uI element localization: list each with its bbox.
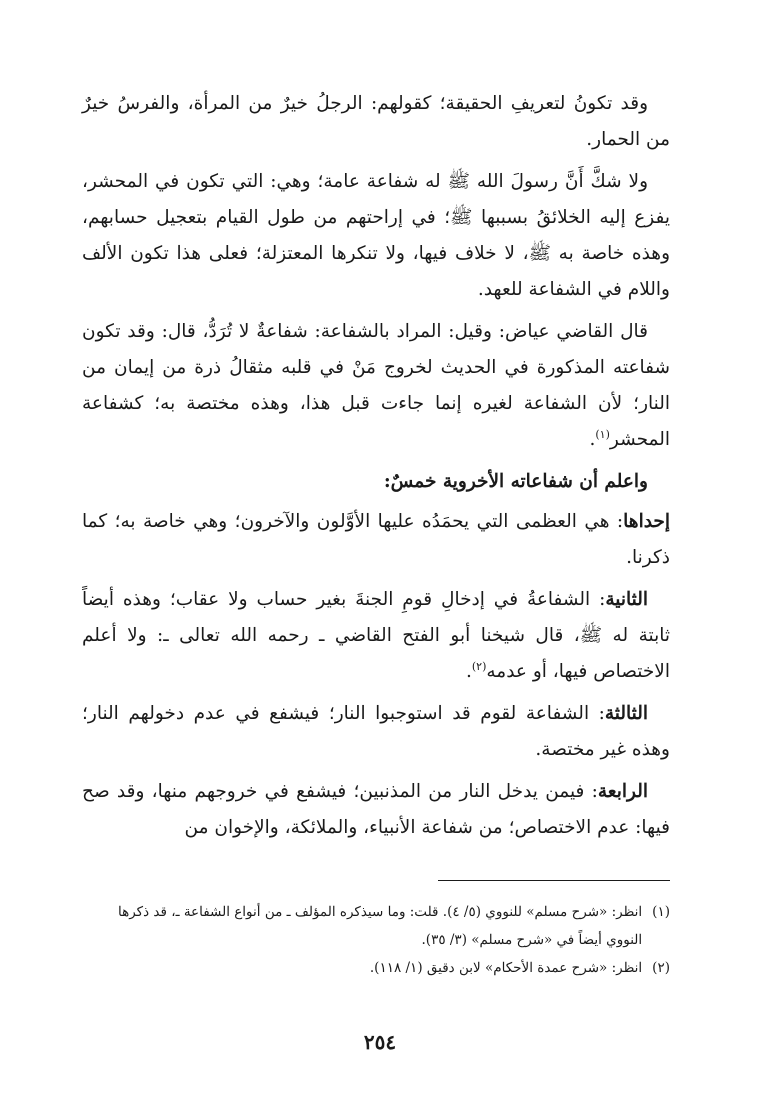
footnotes <box>82 898 670 982</box>
footnote-2 <box>82 954 670 982</box>
page-number: ٢٥٤ <box>363 1030 397 1054</box>
paragraph-6-lead: الثالثة <box>604 703 648 724</box>
footnote-ref-2: (٢) <box>471 659 487 673</box>
footnote-1 <box>82 898 670 954</box>
footnote-1-text: انظر: «شرح مسلم» للنووي (٥/ ٤). قلت: وما سيذكره المؤلف ـ من أنواع الشفاعة ـ، قد ذكرها النووي أيضاً في «شرح مسلم» (٣/ ٣٥). <box>117 904 643 948</box>
paragraph-4 <box>82 504 670 576</box>
footnote-divider <box>438 880 670 881</box>
paragraph-3-end: . <box>589 429 596 450</box>
main-text <box>82 86 670 852</box>
paragraph-7-text: : فيمن يدخل النار من المذنبين؛ فيشفع في خروجهم منها، وقد صح فيها: عدم الاختصاص؛ من شفاعة الأنبياء، والملائكة، والإخوان من <box>82 781 670 838</box>
footnote-ref-1: (١) <box>595 427 610 441</box>
paragraph-4-lead: إحداها <box>623 511 670 532</box>
paragraph-5 <box>82 582 670 690</box>
paragraph-6-text: : الشفاعة لقوم قد استوجبوا النار؛ فيشفع في عدم دخولهم النار؛ وهذه غير مختصة. <box>82 703 670 760</box>
paragraph-7-lead: الرابعة <box>597 781 648 802</box>
paragraph-2-text: ولا شكَّ أَنَّ رسولَ الله ﷺ له شفاعة عامة؛ وهي: التي تكون في المحشر، يفزع إليه الخلائقُ بسببها ﷺ؛ في إراحتهم من طول القيام بتعجيل حسابهم، وهذه خاصة به ﷺ، لا خلاف فيها، ولا تنكرها المعتزلة؛ فعلى هذا تكون الألف واللام في الشفاعة للعهد. <box>82 171 670 300</box>
paragraph-7 <box>82 774 670 846</box>
section-heading <box>82 464 670 500</box>
paragraph-6 <box>82 696 670 768</box>
paragraph-3-text: قال القاضي عياض: وقيل: المراد بالشفاعة: شفاعةٌ لا تُرَدُّ، قال: وقد تكون شفاعته المذكورة في الحديث لخروج مَنْ في قلبه مثقالُ ذرة من إيمان من النار؛ لأن الشفاعة لغيره إنما جاءت قبل هذا، وهذه مختصة به؛ كشفاعة المحشر <box>82 321 670 450</box>
paragraph-5-lead: الثانية <box>605 589 648 610</box>
footnote-1-number: (١) <box>652 904 670 920</box>
paragraph-5-end: . <box>465 661 472 682</box>
paragraph-1 <box>82 86 670 158</box>
paragraph-4-text: : هي العظمى التي يحمَدُه عليها الأوَّلون والآخرون؛ وهي خاصة به؛ كما ذكرنا. <box>82 511 670 568</box>
paragraph-2 <box>82 164 670 308</box>
paragraph-5-text: : الشفاعةُ في إدخالِ قومِ الجنةَ بغير حساب ولا عقاب؛ وهذه أيضاً ثابتة له ﷺ، قال شيخنا أبو الفتح القاضي ـ رحمه الله تعالى ـ: ولا أعلم الاختصاص فيها، أو عدمه <box>82 589 670 682</box>
footnote-2-number: (٢) <box>652 960 670 976</box>
section-heading-text: واعلم أن شفاعاته الأخروية خمسٌ: <box>383 471 648 492</box>
paragraph-1-text: وقد تكونُ لتعريفِ الحقيقة؛ كقولهم: الرجلُ خيرٌ من المرأة، والفرسُ خيرٌ من الحمار. <box>82 93 670 150</box>
paragraph-3 <box>82 314 670 458</box>
footnote-2-text: انظر: «شرح عمدة الأحكام» لابن دقيق (١/ ١١٨). <box>369 960 643 976</box>
